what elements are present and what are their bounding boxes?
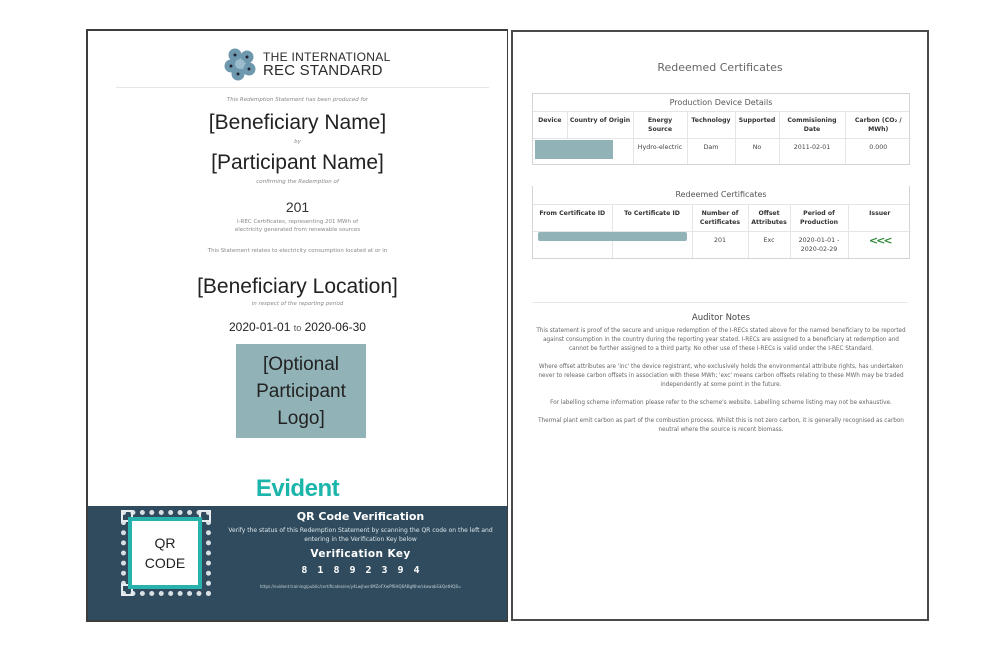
- redeemed-certificates-table: [532, 186, 910, 259]
- auditor-notes: [533, 313, 909, 444]
- reporting-period-label: in respect of the reporting period: [251, 301, 344, 307]
- period-start: 2020-01-01: [229, 320, 291, 334]
- qr-title: QR Code Verification: [296, 510, 425, 523]
- quantity-description-1: I-REC Certificates, representing 201 MWh of: [236, 219, 359, 225]
- auditor-notes-title: Auditor Notes: [691, 313, 751, 323]
- offset-attributes-cell: Exc: [748, 232, 790, 259]
- produced-for-text: This Redemption Statement has been produced for: [226, 97, 369, 103]
- optional-participant-logo: [Optional Participant Logo]: [236, 344, 366, 438]
- table-header-row: [533, 112, 911, 139]
- redaction-block: [535, 140, 613, 159]
- certificate-quantity: 201: [285, 199, 310, 215]
- verification-url[interactable]: https://evident.training/public/certificates/en/y4Lwjhwr4MZeFXwPf6HQ6ABgNhe/skawabGkQetHQ8=: [259, 584, 462, 589]
- production-device-table: [532, 93, 910, 165]
- auditor-note-paragraph: For labelling scheme information please refer to the scheme's website. Labelling scheme listing may not be exhaustive.: [550, 400, 892, 406]
- column-header: Period of Production: [790, 205, 848, 232]
- auditor-note-paragraph: Thermal plant emit carbon as part of the combustion process. Whilst this is not zero carbon, it is generally recognised as carbon neutral where the source is recent biomass.: [538, 418, 904, 433]
- energy-source-cell: Hydro-electric: [633, 139, 687, 165]
- supported-cell: No: [735, 139, 779, 165]
- table-row: [533, 232, 911, 259]
- from-certificate-id-cell: [533, 232, 612, 259]
- relates-to-text: This Statement relates to electricity consumption located at or in: [207, 248, 388, 254]
- column-header: Number of Certificates: [692, 205, 748, 232]
- column-header: Country of Origin: [567, 112, 633, 139]
- qr-placeholder-line-2: CODE: [144, 555, 186, 571]
- verification-key: 81892394: [301, 565, 430, 576]
- table-header-row: [533, 205, 911, 232]
- confirming-text: confirming the Redemption of: [256, 179, 339, 185]
- redemption-statement-page: [86, 29, 508, 622]
- qr-verification-band: [88, 506, 507, 620]
- technology-cell: Dam: [687, 139, 735, 165]
- redaction-block: [538, 232, 687, 241]
- qr-placeholder: [128, 517, 202, 589]
- column-header: Device: [533, 112, 567, 139]
- beneficiary-location: [Beneficiary Location]: [197, 275, 398, 298]
- verification-key-title: Verification Key: [310, 548, 411, 560]
- table-caption: Redeemed Certificates: [533, 186, 909, 205]
- logo-line-2: REC STANDARD: [263, 62, 383, 79]
- logo-line-1: THE INTERNATIONAL: [263, 50, 391, 64]
- quantity-description-2: electricity generated from renewable sources: [234, 227, 361, 233]
- number-of-certificates-cell: 201: [692, 232, 748, 259]
- page-title: Redeemed Certificates: [657, 61, 783, 74]
- auditor-note-paragraph: Where offset attributes are 'inc' the device registrant, who exclusively holds the environmental attribute rights, has undertaken never to release carbon offsets in association with these MWh; 'exc' means carbon offsets relating to these MWh may be traded independently at some point in the future.: [538, 364, 904, 388]
- irec-logo: [223, 47, 391, 81]
- column-header: Issuer: [848, 205, 911, 232]
- commissioning-date-cell: 2011-02-01: [779, 139, 845, 165]
- qr-code[interactable]: [121, 510, 211, 596]
- reporting-period: [88, 320, 507, 334]
- divider: [116, 87, 489, 88]
- issuer-chevrons-icon: <<<: [868, 234, 891, 247]
- evident-logo: Evident: [255, 475, 340, 502]
- column-header: From Certificate ID: [533, 205, 612, 232]
- by-text: by: [294, 139, 301, 145]
- divider: [532, 302, 908, 303]
- table-row: [533, 139, 911, 165]
- column-header: Energy Source: [633, 112, 687, 139]
- column-header: Commisioning Date: [779, 112, 845, 139]
- column-header: Supported: [735, 112, 779, 139]
- column-header: Technology: [687, 112, 735, 139]
- period-of-production-cell: 2020-01-01 - 2020-02-29: [790, 232, 848, 259]
- participant-name: [Participant Name]: [211, 151, 384, 174]
- carbon-cell: 0.000: [869, 144, 888, 151]
- qr-placeholder-line-1: QR: [154, 535, 176, 551]
- column-header: To Certificate ID: [612, 205, 692, 232]
- column-header: Offset Attributes: [748, 205, 790, 232]
- column-header: Carbon (CO₂ / MWh): [845, 112, 911, 139]
- period-end: 2020-06-30: [304, 320, 366, 334]
- international-rec-standard-logo-icon: [223, 47, 257, 81]
- issuer-cell: [848, 232, 911, 259]
- auditor-note-paragraph: This statement is proof of the secure and unique redemption of the I-RECs stated above for the named beneficiary to be reported against consumption in the country during the reporting year stated. I-RECs are assigned to a beneficiary at redemption and cannot be further assigned to a third party. No other use of these I-RECs is valid under the I-REC Standard.: [536, 328, 906, 352]
- period-to: to: [293, 323, 302, 333]
- redacted-device-cell: [533, 139, 633, 165]
- beneficiary-name: [Beneficiary Name]: [208, 111, 387, 134]
- redeemed-certificates-page: [511, 30, 929, 621]
- table-caption: Production Device Details: [533, 94, 909, 112]
- qr-description: Verify the status of this Redemption Statement by scanning the QR code on the left and entering in the Verification Key below: [228, 527, 493, 543]
